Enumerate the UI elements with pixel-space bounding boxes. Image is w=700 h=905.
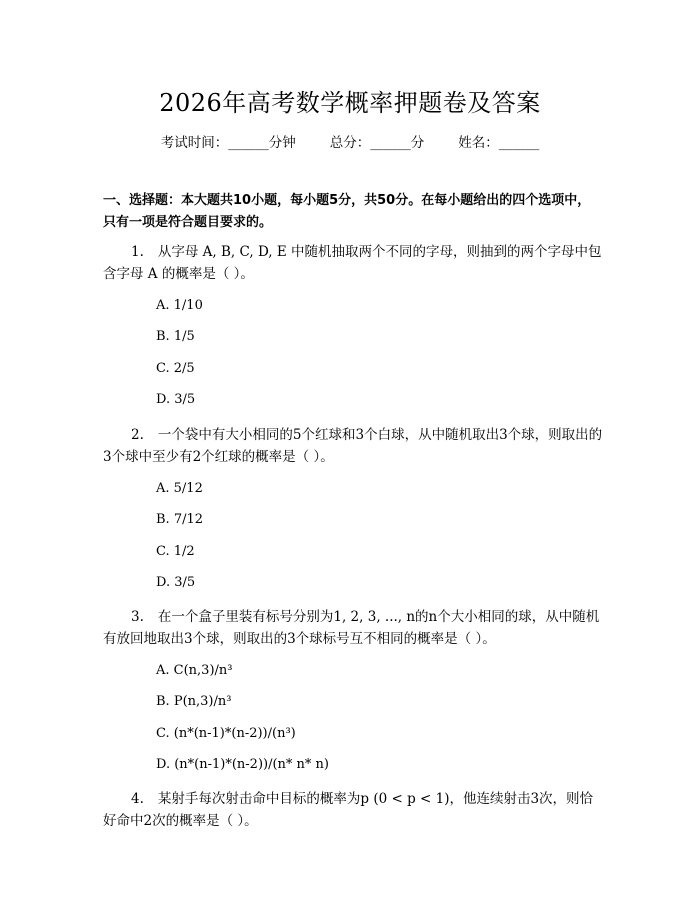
option-2c: C. 1/2 [156,544,195,559]
option-2b: B. 7/12 [156,512,204,527]
question-text: 某射手每次射击命中目标的概率为p (0 < p < 1)，他连续射击3次，则恰好命中2次的概率是（ ）。 [103,791,594,829]
question-2 [103,424,603,468]
question-number: 1. [131,244,144,260]
option-2a: A. 5/12 [156,481,203,496]
option-1b: B. 1/5 [156,329,195,344]
student-name-field: 姓名：______ [458,135,540,151]
question-number: 4. [131,791,144,807]
question-text: 一个袋中有大小相同的5个红球和3个白球，从中随机取出3个球，则取出的3个球中至少有2个红球的概率是（ ）。 [103,427,603,465]
exam-time-field: 考试时间：______分钟 [160,135,296,151]
section-heading: 一、选择题：本大题共10小题，每小题5分，共50分。在每小题给出的四个选项中，只有一项是符合题目要求的。 [103,193,591,230]
option-3c: C. (n*(n-1)*(n-2))/(n³) [156,726,296,741]
exam-info-line [0,131,700,151]
option-1a: A. 1/10 [156,298,203,313]
option-3a: A. C(n,3)/n³ [156,663,233,678]
option-2d: D. 3/5 [156,575,196,590]
option-3d: D. (n*(n-1)*(n-2))/(n* n* n) [156,757,330,772]
question-number: 3. [131,609,144,625]
option-3b: B. P(n,3)/n³ [156,694,232,709]
option-1c: C. 2/5 [156,361,195,376]
total-score-field: 总分：______分 [329,135,425,151]
question-text: 从字母 A, B, C, D, E 中随机抽取两个不同的字母，则抽到的两个字母中包含字母 A 的概率是（ ）。 [103,244,602,282]
option-1d: D. 3/5 [156,392,196,407]
question-1 [103,241,603,285]
page-title: 2026年高考数学概率押题卷及答案 [159,89,541,117]
question-number: 2. [131,427,144,443]
question-text: 在一个盒子里装有标号分别为1, 2, 3, ..., n的n个大小相同的球，从中随机有放回地取出3个球，则取出的3个球标号互不相同的概率是（ ）。 [103,609,600,647]
question-3 [103,606,603,650]
question-4 [103,788,603,832]
